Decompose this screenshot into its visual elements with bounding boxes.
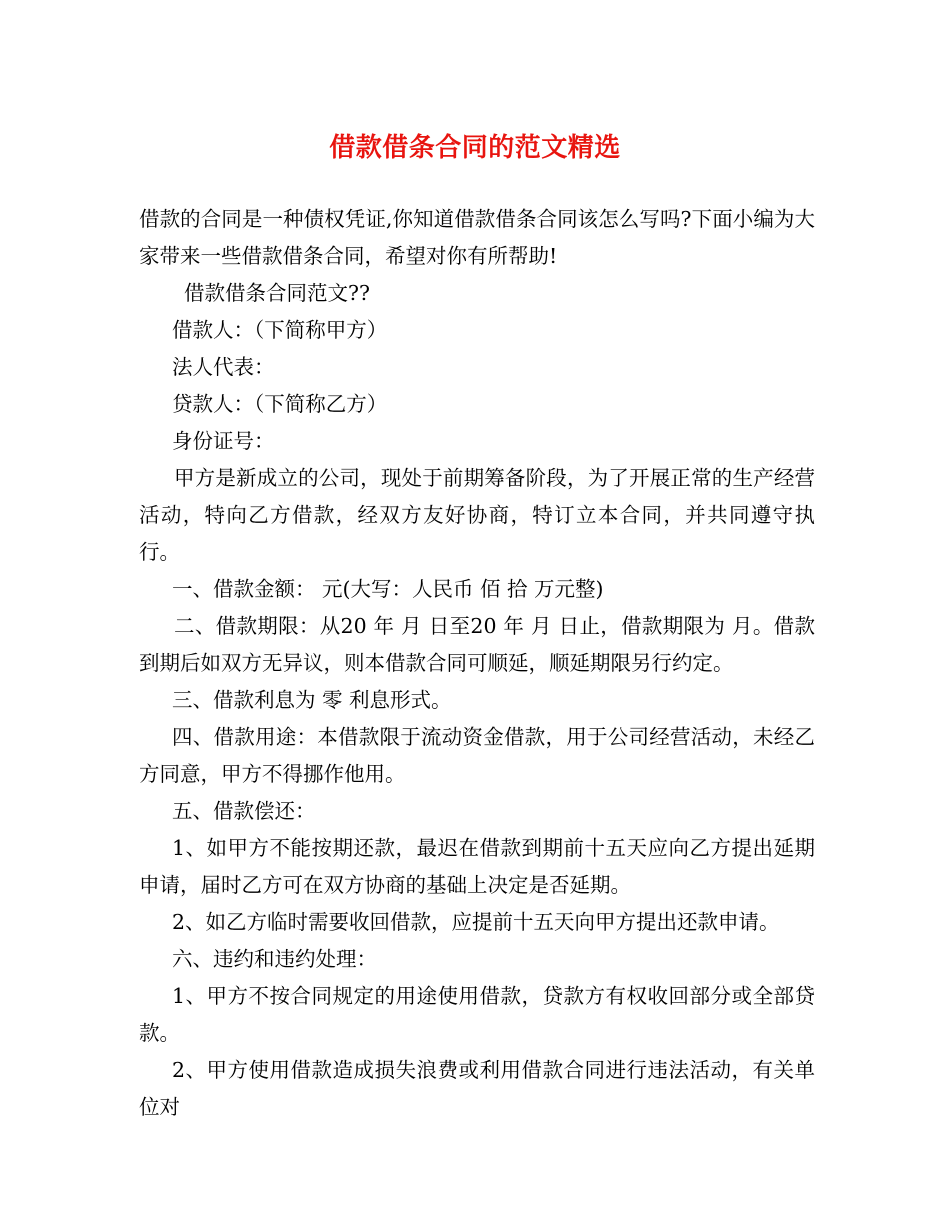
clause-breach: 六、违约和违约处理： xyxy=(172,947,377,971)
clause-repayment: 五、借款偿还： xyxy=(172,799,316,823)
intro-paragraph: 借款的合同是一种债权凭证,你知道借款借条合同该怎么写吗?下面小编为大家带来一些借款借条合同，希望对你有所帮助! xyxy=(139,207,815,268)
document-title: 借款借条合同的范文精选 xyxy=(329,133,621,163)
clause-repayment-1: 1、如甲方不能按期还款，最迟在借款到期前十五天应向乙方提出延期申请，届时乙方可在双方协商的基础上决定是否延期。 xyxy=(139,836,815,897)
clause-interest: 三、借款利息为 零 利息形式。 xyxy=(172,688,452,712)
clause-term: 二、借款期限：从20 年 月 日至20 年 月 日止，借款期限为 月。借款到期后如双方无异议，则本借款合同可顺延，顺延期限另行约定。 xyxy=(139,614,815,675)
clause-repayment-2: 2、如乙方临时需要收回借款，应提前十五天向甲方提出还款申请。 xyxy=(172,910,780,934)
legal-rep-line: 法人代表： xyxy=(172,355,275,379)
clause-purpose: 四、借款用途：本借款限于流动资金借款，用于公司经营活动，未经乙方同意，甲方不得挪作他用。 xyxy=(139,725,815,786)
clause-breach-2: 2、甲方使用借款造成损失浪费或利用借款合同进行违法活动，有关单位对 xyxy=(139,1058,815,1119)
borrower-line: 借款人：（下简称甲方） xyxy=(172,318,388,342)
contract-heading: 借款借条合同范文?? xyxy=(184,281,370,305)
id-number-line: 身份证号： xyxy=(172,429,275,453)
document-body xyxy=(139,201,815,1126)
preamble-paragraph: 甲方是新成立的公司，现处于前期筹备阶段，为了开展正常的生产经营活动，特向乙方借款，经双方友好协商，特订立本合同，并共同遵守执行。 xyxy=(139,466,815,564)
clause-amount: 一、借款金额： 元(大写：人民币 佰 拾 万元整) xyxy=(172,577,604,601)
lender-line: 贷款人：（下简称乙方） xyxy=(172,392,388,416)
clause-breach-1: 1、甲方不按合同规定的用途使用借款，贷款方有权收回部分或全部贷款。 xyxy=(139,984,815,1045)
